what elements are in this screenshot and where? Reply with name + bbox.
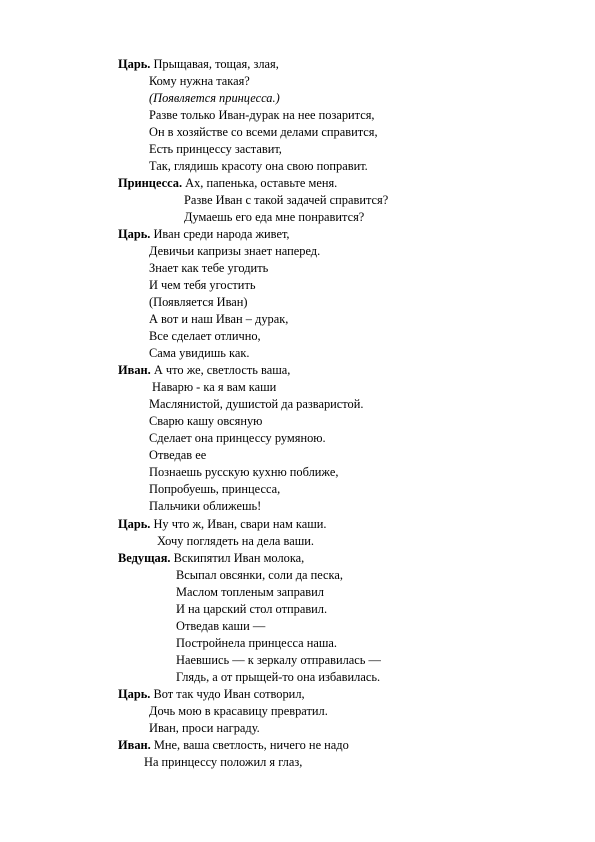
line-text: Ну что ж, Иван, свари нам каши. — [153, 517, 327, 531]
script-line: Сварю кашу овсяную — [149, 414, 263, 428]
speaker-name: Царь. — [118, 227, 151, 241]
script-line: Хочу поглядеть на дела ваши. — [157, 534, 314, 548]
script-line — [118, 226, 290, 243]
script-line: На принцессу положил я глаз, — [144, 755, 303, 769]
script-line: Все сделает отлично, — [149, 329, 261, 343]
script-line: Маслом топленым заправил — [176, 585, 324, 599]
script-line: Всыпал овсянки, соли да песка, — [176, 568, 343, 582]
script-line — [118, 175, 337, 192]
speaker-name: Ведущая. — [118, 551, 171, 565]
line-text: А что же, светлость ваша, — [153, 363, 291, 377]
script-line: Разве только Иван-дурак на нее позарится, — [149, 108, 375, 122]
script-line: Пальчики оближешь! — [149, 499, 262, 513]
script-line — [118, 686, 305, 703]
script-line: А вот и наш Иван – дурак, — [149, 312, 289, 326]
script-line — [118, 550, 304, 567]
script-line: И на царский стол отправил. — [176, 602, 328, 616]
script-line — [118, 737, 349, 754]
script-line: Знает как тебе угодить — [149, 261, 269, 275]
line-text: Вскипятил Иван молока, — [173, 551, 305, 565]
script-line: Кому нужна такая? — [149, 74, 250, 88]
speaker-name: Царь. — [118, 517, 151, 531]
script-line — [118, 362, 290, 379]
speaker-name: Иван. — [118, 363, 151, 377]
script-line: Разве Иван с такой задачей справится? — [184, 193, 389, 207]
line-text: Прыщавая, тощая, злая, — [153, 57, 279, 71]
script-line: Так, глядишь красоту она свою поправит. — [149, 159, 368, 173]
speaker-name: Царь. — [118, 57, 151, 71]
script-line: Сделает она принцессу румяною. — [149, 431, 326, 445]
speaker-name: Иван. — [118, 738, 151, 752]
script-line: Сама увидишь как. — [149, 346, 250, 360]
line-text: Ах, папенька, оставьте меня. — [185, 176, 338, 190]
script-line — [118, 56, 279, 73]
script-line — [118, 516, 327, 533]
script-line: Отведав ее — [149, 448, 207, 462]
speaker-name: Принцесса. — [118, 176, 183, 190]
script-line: И чем тебя угостить — [149, 278, 256, 292]
script-line: Иван, проси награду. — [149, 721, 260, 735]
line-text: Вот так чудо Иван сотворил, — [153, 687, 305, 701]
script-line: Девичьи капризы знает наперед. — [149, 244, 321, 258]
script-line: Попробуешь, принцесса, — [149, 482, 281, 496]
line-text: Мне, ваша светлость, ничего не надо — [153, 738, 349, 752]
script-line: Глядь, а от прыщей-то она избавилась. — [176, 670, 381, 684]
script-line: Думаешь его еда мне понравится? — [184, 210, 365, 224]
script-line: Познаешь русскую кухню поближе, — [149, 465, 339, 479]
script-line: Есть принцессу заставит, — [149, 142, 282, 156]
script-line: Наварю - ка я вам каши — [152, 380, 277, 394]
script-line: Маслянистой, душистой да разваристой. — [149, 397, 364, 411]
stage-direction: (Появляется принцесса.) — [149, 91, 280, 105]
script-line: Отведав каши — — [176, 619, 266, 633]
speaker-name: Царь. — [118, 687, 151, 701]
script-line: Дочь мою в красавицу превратил. — [149, 704, 328, 718]
script-line: Наевшись — к зеркалу отправилась — — [176, 653, 381, 667]
script-line: Постройнела принцесса наша. — [176, 636, 337, 650]
line-text: Иван среди народа живет, — [153, 227, 290, 241]
stage-direction: (Появляется Иван) — [149, 295, 248, 309]
script-line: Он в хозяйстве со всеми делами справится, — [149, 125, 378, 139]
